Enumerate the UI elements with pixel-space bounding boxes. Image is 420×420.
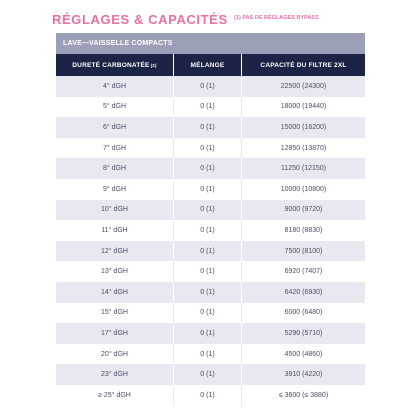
table-row — [56, 323, 365, 344]
cell-capacity: 10000 (10800) — [280, 185, 327, 193]
cell-hardness: 15° dGH — [56, 303, 174, 324]
cell-capacity: ≤ 3600 (≤ 3880) — [278, 391, 329, 399]
cell-hardness: 8° dGH — [56, 158, 174, 179]
cell-mix: 0 (1) — [174, 241, 242, 262]
table-row — [56, 138, 365, 159]
table-row — [56, 179, 365, 200]
cell-capacity: 11250 (12150) — [280, 165, 327, 173]
cell-capacity: 5290 (5710) — [284, 329, 323, 337]
cell-capacity: 6920 (7407) — [284, 268, 323, 276]
cell-capacity: 7500 (8100) — [284, 247, 323, 255]
cell-mix: 0 (1) — [174, 364, 242, 385]
table-row — [56, 241, 365, 262]
cell-mix: 0 (1) — [174, 179, 242, 200]
table-row — [56, 200, 365, 221]
cell-mix: 0 (1) — [174, 76, 242, 97]
cell-mix: 0 (1) — [174, 200, 242, 221]
capacity-table — [56, 33, 365, 406]
table-row — [56, 117, 365, 138]
cell-capacity: 8180 (8830) — [284, 226, 323, 234]
cell-hardness: 5° dGH — [56, 97, 174, 118]
cell-mix: 0 (1) — [174, 117, 242, 138]
cell-mix: 0 (1) — [174, 220, 242, 241]
header-hardness-label: DURETÉ CARBONATÉE — [72, 61, 150, 69]
header-hardness — [56, 54, 174, 76]
cell-mix: 0 (1) — [174, 303, 242, 324]
cell-mix: 0 (1) — [174, 158, 242, 179]
cell-capacity: 4500 (4860) — [284, 350, 323, 358]
cell-mix: 0 (1) — [174, 97, 242, 118]
cell-mix: 0 (1) — [174, 385, 242, 406]
table-row — [56, 158, 365, 179]
cell-capacity: 3910 (4220) — [284, 371, 323, 379]
cell-hardness: 13° dGH — [56, 261, 174, 282]
cell-mix: 0 (1) — [174, 138, 242, 159]
cell-capacity: 9000 (9720) — [284, 206, 323, 214]
cell-capacity: 6000 (6480) — [284, 309, 323, 317]
cell-hardness: 10° dGH — [56, 200, 174, 221]
cell-hardness: 11° dGH — [56, 220, 174, 241]
page-title: RÉGLAGES & CAPACITÉS — [52, 12, 228, 27]
table-row — [56, 97, 365, 118]
cell-hardness: 23° dGH — [56, 364, 174, 385]
cell-mix: 0 (1) — [174, 282, 242, 303]
cell-capacity: 18000 (19440) — [280, 103, 327, 111]
section-band: LAVE—VAISSELLE COMPACTS — [56, 33, 365, 54]
table-body — [56, 76, 365, 406]
cell-capacity: 22500 (24300) — [280, 82, 327, 90]
cell-hardness: ≥ 25° dGH — [56, 385, 174, 406]
table-row — [56, 261, 365, 282]
table-row — [56, 364, 365, 385]
cell-mix: 0 (1) — [174, 261, 242, 282]
cell-mix: 0 (1) — [174, 344, 242, 365]
header-mix: MÉLANGE — [174, 54, 242, 76]
table-row — [56, 220, 365, 241]
table-row — [56, 344, 365, 365]
table-row — [56, 385, 365, 406]
cell-hardness: 12° dGH — [56, 241, 174, 262]
title-footnote: (1) PAS DE RÉGLAGES BYPASS — [234, 15, 319, 21]
cell-capacity: 15000 (16200) — [280, 123, 327, 131]
table-row — [56, 282, 365, 303]
cell-capacity: 12850 (13870) — [280, 144, 327, 152]
cell-hardness: 6° dGH — [56, 117, 174, 138]
cell-capacity: 6420 (6930) — [284, 288, 323, 296]
title-row — [52, 11, 319, 29]
table-header-row — [56, 54, 365, 76]
cell-hardness: 17° dGH — [56, 323, 174, 344]
cell-hardness: 14° dGH — [56, 282, 174, 303]
header-hardness-footnote: (2) — [150, 62, 157, 68]
cell-hardness: 9° dGH — [56, 179, 174, 200]
table-row — [56, 76, 365, 97]
cell-mix: 0 (1) — [174, 323, 242, 344]
cell-hardness: 4° dGH — [56, 76, 174, 97]
table-row — [56, 303, 365, 324]
cell-hardness: 7° dGH — [56, 138, 174, 159]
header-capacity: CAPACITÉ DU FILTRE 2XL — [260, 61, 347, 69]
cell-hardness: 20° dGH — [56, 344, 174, 365]
